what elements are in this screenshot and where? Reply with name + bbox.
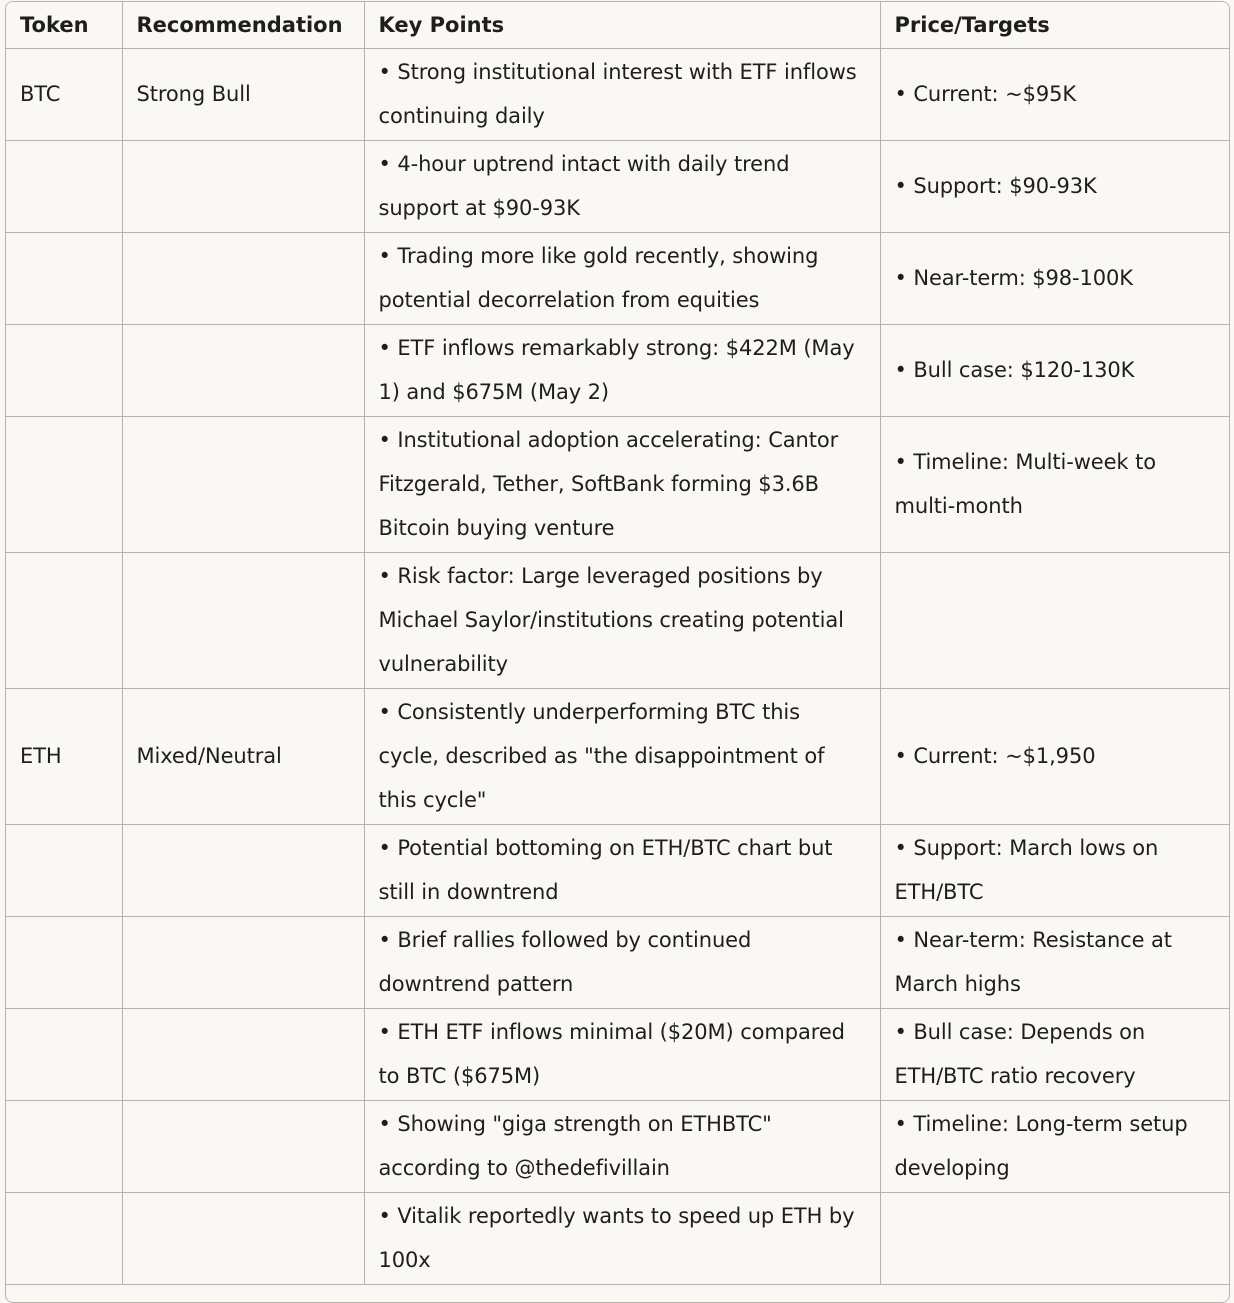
cell-recommendation xyxy=(122,1009,364,1101)
table-row xyxy=(6,1101,1229,1193)
cell-key-point: • ETH ETF inflows minimal ($20M) compared to BTC ($675M) xyxy=(364,1009,880,1101)
cell-token xyxy=(6,141,122,233)
cell-recommendation xyxy=(122,1101,364,1193)
cell-token xyxy=(6,825,122,917)
cell-key-point: • Risk factor: Large leveraged positions by Michael Saylor/institutions creating potential vulnerability xyxy=(364,553,880,689)
table-row xyxy=(6,417,1229,553)
cell-key-point: • Institutional adoption accelerating: Cantor Fitzgerald, Tether, SoftBank forming $3.6B Bitcoin buying venture xyxy=(364,417,880,553)
table-row xyxy=(6,141,1229,233)
table-row xyxy=(6,49,1229,141)
cell-price-target: • Bull case: $120-130K xyxy=(880,325,1229,417)
table-row xyxy=(6,233,1229,325)
cell-price-target: • Timeline: Multi-week to multi-month xyxy=(880,417,1229,553)
cell-recommendation xyxy=(122,553,364,689)
cell-price-target: • Near-term: $98-100K xyxy=(880,233,1229,325)
cell-recommendation xyxy=(122,417,364,553)
cell-price-target: • Near-term: Resistance at March highs xyxy=(880,917,1229,1009)
cell-key-point: • 4-hour uptrend intact with daily trend support at $90-93K xyxy=(364,141,880,233)
cell-key-point: • Vitalik reportedly wants to speed up ETH by 100x xyxy=(364,1193,880,1285)
table-row xyxy=(6,917,1229,1009)
cell-price-target: • Support: March lows on ETH/BTC xyxy=(880,825,1229,917)
cell-token xyxy=(6,325,122,417)
cell-recommendation: Strong Bull xyxy=(122,49,364,141)
cell-token xyxy=(6,917,122,1009)
cell-price-target: • Timeline: Long-term setup developing xyxy=(880,1101,1229,1193)
cell-key-point: • Trading more like gold recently, showing potential decorrelation from equities xyxy=(364,233,880,325)
cell-token xyxy=(6,1193,122,1285)
cell-recommendation xyxy=(122,825,364,917)
cell-key-point: • Showing "giga strength on ETHBTC" according to @thedefivillain xyxy=(364,1101,880,1193)
crypto-analysis-table xyxy=(6,2,1229,1285)
crypto-analysis-table-container xyxy=(5,1,1230,1303)
cell-key-point: • Potential bottoming on ETH/BTC chart but still in downtrend xyxy=(364,825,880,917)
cell-key-point: • Brief rallies followed by continued downtrend pattern xyxy=(364,917,880,1009)
header-recommendation: Recommendation xyxy=(122,2,364,49)
table-row xyxy=(6,689,1229,825)
cell-key-point: • Strong institutional interest with ETF inflows continuing daily xyxy=(364,49,880,141)
cell-price-target xyxy=(880,553,1229,689)
cell-recommendation xyxy=(122,917,364,1009)
cell-key-point: • Consistently underperforming BTC this cycle, described as "the disappointment of this cycle" xyxy=(364,689,880,825)
cell-price-target: • Bull case: Depends on ETH/BTC ratio recovery xyxy=(880,1009,1229,1101)
cell-token xyxy=(6,1101,122,1193)
cell-token: BTC xyxy=(6,49,122,141)
table-row xyxy=(6,325,1229,417)
header-token: Token xyxy=(6,2,122,49)
cell-recommendation xyxy=(122,233,364,325)
cell-key-point: • ETF inflows remarkably strong: $422M (May 1) and $675M (May 2) xyxy=(364,325,880,417)
cell-recommendation xyxy=(122,325,364,417)
cell-recommendation xyxy=(122,1193,364,1285)
cell-recommendation: Mixed/Neutral xyxy=(122,689,364,825)
cell-token xyxy=(6,1009,122,1101)
table-row xyxy=(6,1009,1229,1101)
cell-price-target: • Current: ~$95K xyxy=(880,49,1229,141)
header-price-targets: Price/Targets xyxy=(880,2,1229,49)
table-row xyxy=(6,1193,1229,1285)
cell-price-target: • Current: ~$1,950 xyxy=(880,689,1229,825)
cell-price-target xyxy=(880,1193,1229,1285)
table-row xyxy=(6,553,1229,689)
cell-recommendation xyxy=(122,141,364,233)
cell-token xyxy=(6,233,122,325)
table-row xyxy=(6,825,1229,917)
cell-price-target: • Support: $90-93K xyxy=(880,141,1229,233)
table-header-row xyxy=(6,2,1229,49)
header-key-points: Key Points xyxy=(364,2,880,49)
cell-token: ETH xyxy=(6,689,122,825)
cell-token xyxy=(6,417,122,553)
cell-token xyxy=(6,553,122,689)
